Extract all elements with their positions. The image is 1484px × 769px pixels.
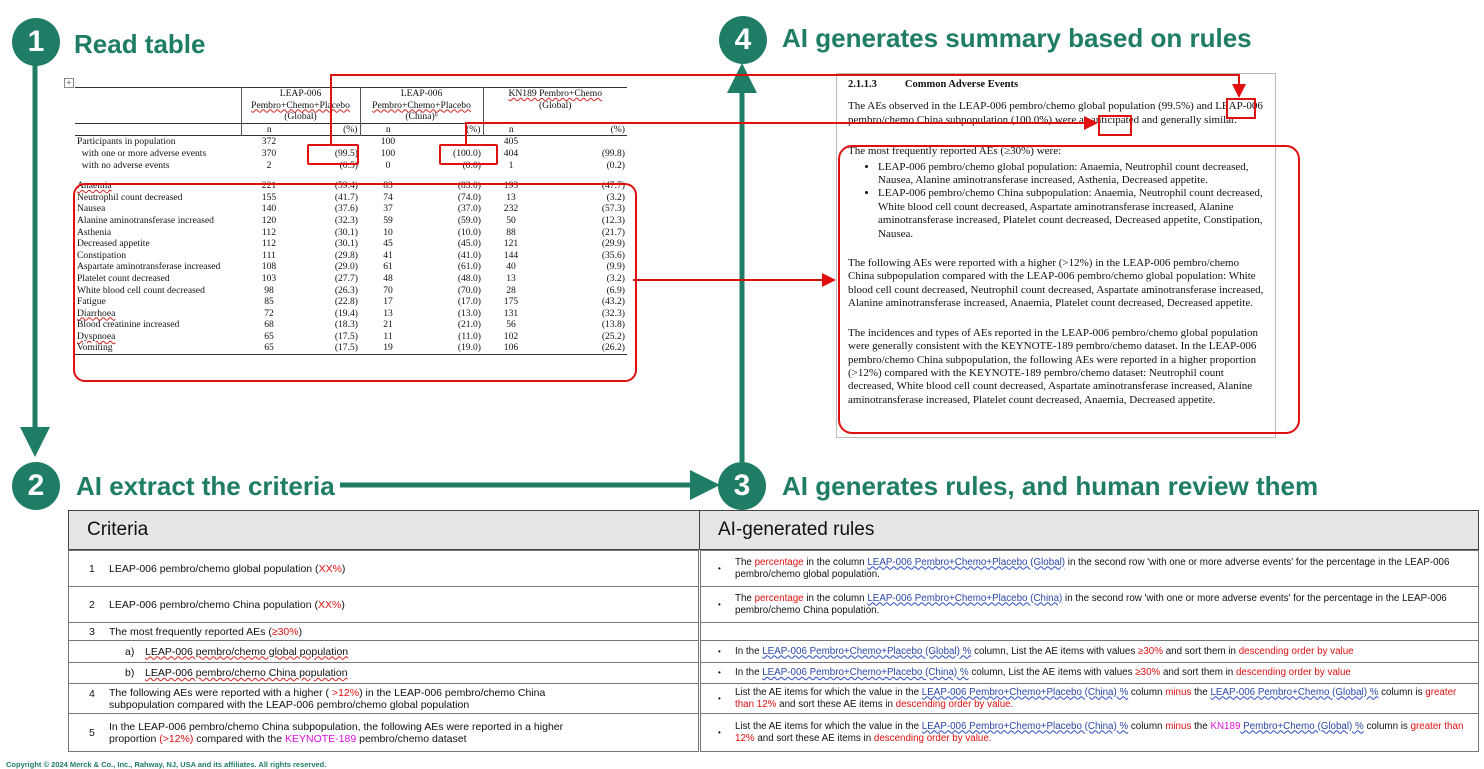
ae-cell: 37: [383, 203, 393, 215]
summary-label: with one or more adverse events: [77, 147, 207, 159]
ae-cell: 112: [261, 226, 277, 238]
ae-cell: 193: [503, 180, 519, 192]
summary-label: Participants in population: [77, 136, 176, 148]
summary-cell: (100.0): [453, 147, 481, 159]
ae-cell: (13.0): [457, 307, 481, 319]
step-4-title: AI generates summary based on rules: [782, 23, 1252, 53]
ae-cell: 74: [383, 191, 393, 203]
ae-cell: (37.0): [457, 203, 481, 215]
ae-cell: 65: [264, 342, 274, 354]
ae-label: White blood cell count decreased: [77, 284, 205, 296]
ae-cell: 56: [506, 319, 516, 331]
summary-p3: The following AEs were reported with a higher (>12%) in the LEAP-006 pembro/chemo China subpopulation compared with the LEAP-006 pembro/chemo global population: White blood cell count decreased, Neutrophil count decreased, Aspartate aminotransferase increased, Alanine aminotransferase increased, Anaemia, Platelet count decreased, Decreased appetite.: [848, 257, 1264, 310]
rule-row-2: • The percentage in the column LEAP-006 Pembro+Chemo+Placebo (China) in the second row 'with one or more adverse events' for the percentage in the LEAP-006 pembro/chemo China population.: [700, 586, 1479, 623]
step-4-badge: 4: [719, 16, 767, 64]
ae-cell: 19: [383, 342, 393, 354]
ae-cell: 13: [506, 272, 516, 284]
ae-cell: 68: [264, 319, 274, 331]
ae-label: Asthenia: [77, 226, 112, 238]
ae-cell: 88: [506, 226, 516, 238]
step-1-title: Read table: [74, 29, 206, 59]
col-group-3: KN189 Pembro+Chemo (Global): [483, 88, 627, 124]
ae-cell: (22.8): [334, 296, 358, 308]
ae-cell: 144: [503, 249, 519, 261]
summary-cell: (99.8): [601, 147, 625, 159]
ae-cell: (6.9): [606, 284, 625, 296]
summary-cell: (0.5): [339, 159, 358, 171]
ae-cell: (61.0): [457, 261, 481, 273]
ae-cell: 13: [506, 191, 516, 203]
rules-header: AI-generated rules: [699, 510, 1479, 550]
ae-label: Aspartate aminotransferase increased: [77, 261, 221, 273]
rule-row-5: • List the AE items for which the value in the LEAP-006 Pembro+Chemo+Placebo (China) % column minus the KN189 Pembro+Chemo (Global) % column is greater than 12% and sort these AE items in descending order by value.: [700, 713, 1479, 752]
col-group-3-line2: (Global): [538, 99, 572, 111]
summary-cell: 100: [380, 136, 396, 148]
criteria-row-5: 5 In the LEAP-006 pembro/chemo China subpopulation, the following AEs were reported in a higher proportion (>12%) compared with the KEYNOTE-189 pembro/chemo dataset: [68, 713, 699, 752]
table-expand-icon[interactable]: +: [64, 78, 74, 88]
ae-cell: (41.7): [334, 191, 358, 203]
ae-cell: (17.5): [334, 330, 358, 342]
criteria-row-1: 1 LEAP-006 pembro/chemo global population (XX%): [68, 550, 699, 587]
rule-row-4: • List the AE items for which the value in the LEAP-006 Pembro+Chemo+Placebo (China) % column minus the LEAP-006 Pembro+Chemo (Global) % column is greater than 12% and sort these AE items in descending order by value.: [700, 683, 1479, 714]
ae-cell: 121: [503, 238, 519, 250]
ae-label: Alanine aminotransferase increased: [77, 214, 214, 226]
summary-cell: (0.2): [606, 159, 625, 171]
col-group-1-line3: (Global): [284, 111, 317, 123]
ae-cell: (12.3): [601, 214, 625, 226]
summary-cell: 0: [385, 159, 391, 171]
ae-cell: (74.0): [457, 191, 481, 203]
step-3-badge: 3: [718, 462, 766, 510]
ae-cell: (25.2): [601, 330, 625, 342]
ae-cell: 85: [264, 296, 274, 308]
ae-cell: 83: [383, 180, 393, 192]
ae-cell: (21.7): [601, 226, 625, 238]
summary-label: with no adverse events: [77, 159, 170, 171]
ae-cell: (47.7): [601, 180, 625, 192]
ae-cell: (17.0): [457, 296, 481, 308]
ae-cell: (41.0): [457, 249, 481, 261]
ae-cell: 140: [261, 203, 277, 215]
ae-cell: (29.8): [334, 249, 358, 261]
criteria-row-3a: a) LEAP-006 pembro/chemo global population: [68, 640, 699, 663]
ae-cell: 112: [261, 238, 277, 250]
summary-p2-intro: The most frequently reported AEs (≥30%) were:: [848, 145, 1062, 158]
rule-row-3a: • In the LEAP-006 Pembro+Chemo+Placebo (Global) % column, List the AE items with values ≥30% and sort them in descending order by value: [700, 640, 1479, 663]
ae-cell: (29.9): [601, 238, 625, 250]
summary-cell: 1: [508, 159, 514, 171]
ae-cell: (30.1): [334, 238, 358, 250]
ae-cell: 13: [383, 307, 393, 319]
ae-cell: (18.3): [334, 319, 358, 331]
connector-global: [331, 75, 1239, 144]
sub-header-row: n (%) n (%) n (%): [75, 123, 627, 136]
ae-cell: 48: [383, 272, 393, 284]
summary-cell: (99.5): [334, 147, 358, 159]
ae-cell: (13.8): [601, 319, 625, 331]
criteria-header: Criteria: [68, 510, 700, 550]
ae-cell: 120: [261, 214, 277, 226]
summary-p2-item-global: • LEAP-006 pembro/chemo global population: Anaemia, Neutrophil count decreased, Nausea, Alanine aminotransferase increased, Asthenia, Decreased appetite.: [878, 161, 1264, 188]
ae-cell: 175: [503, 296, 519, 308]
ae-cell: (19.0): [457, 342, 481, 354]
criteria-row-3b: b) LEAP-006 pembro/chemo China population: [68, 662, 699, 684]
ae-cell: 61: [383, 261, 393, 273]
ae-cell: (43.2): [601, 296, 625, 308]
ae-cell: 65: [264, 330, 274, 342]
criteria-row-2: 2 LEAP-006 pembro/chemo China population (XX%): [68, 586, 699, 623]
ae-cell: (21.0): [457, 319, 481, 331]
ae-cell: (11.0): [458, 330, 481, 342]
ae-cell: 98: [264, 284, 274, 296]
ae-cell: (45.0): [457, 238, 481, 250]
ae-cell: (26.3): [334, 284, 358, 296]
ae-cell: 221: [261, 180, 277, 192]
ae-cell: (59.4): [334, 180, 358, 192]
ae-cell: (37.6): [334, 203, 358, 215]
ae-cell: 41: [383, 249, 393, 261]
ae-cell: 72: [264, 307, 274, 319]
col-group-2-line2: Pembro+Chemo+Placebo: [372, 99, 471, 111]
summary-p4: The incidences and types of AEs reported in the LEAP-006 pembro/chemo global population were generally consistent with the KEYNOTE-189 pembro/chemo dataset. In the LEAP-006 pembro/chemo China subpopulation, the following AEs were reported in a higher proportion (>12%) compared with the KEYNOTE-189 pembro/chemo dataset: Neutrophil count decreased, White blood cell count decreased, Aspartate aminotransferase increased, Alanine aminotransferase increased, Platelet count decreased, Anaemia, Decreased appetite.: [848, 326, 1258, 406]
criteria-row-3: 3 The most frequently reported AEs (≥30%): [68, 622, 699, 641]
step-2-title: AI extract the criteria: [76, 471, 335, 501]
ae-cell: 10: [383, 226, 393, 238]
summary-cell: 2: [266, 159, 272, 171]
ae-cell: 11: [383, 330, 393, 342]
ae-cell: 70: [383, 284, 393, 296]
ae-cell: (32.3): [601, 307, 625, 319]
ae-cell: (9.9): [606, 261, 625, 273]
ae-cell: 59: [383, 214, 393, 226]
ae-cell: 102: [503, 330, 519, 342]
ae-cell: (83.0): [457, 180, 481, 192]
ae-cell: (19.4): [334, 307, 358, 319]
ae-cell: (27.7): [334, 272, 358, 284]
ae-cell: (10.0): [457, 226, 481, 238]
step-1-badge: 1: [12, 18, 60, 66]
summary-cell: 100: [380, 147, 396, 159]
ae-cell: 106: [503, 342, 519, 354]
ae-cell: (29.0): [334, 261, 358, 273]
ae-label: Decreased appetite: [77, 238, 150, 250]
ae-label: Anaemia: [77, 180, 112, 192]
summary-cell: 372: [261, 136, 277, 148]
ae-cell: 40: [506, 261, 516, 273]
ae-cell: (57.3): [601, 203, 625, 215]
ae-label: Nausea: [77, 203, 106, 215]
step-3-title: AI generates rules, and human review them: [782, 471, 1319, 501]
ae-cell: 21: [383, 319, 393, 331]
col-group-2-line3: (China)ᵇ: [405, 111, 438, 123]
ae-cell: 103: [261, 272, 277, 284]
ae-cell: 155: [261, 191, 277, 203]
summary-heading: 2.1.1.3 Common Adverse Events: [848, 79, 1019, 90]
ae-cell: 232: [503, 203, 519, 215]
ae-cell: 45: [383, 238, 393, 250]
copyright-footer: Copyright © 2024 Merck & Co., Inc., Rahway, NJ, USA and its affiliates. All rights reserved.: [6, 760, 327, 769]
ae-cell: (32.3): [334, 214, 358, 226]
ae-label: Neutrophil count decreased: [77, 191, 183, 203]
summary-cell: 405: [503, 136, 519, 148]
ae-cell: (17.5): [334, 342, 358, 354]
ae-label: Vomiting: [77, 342, 113, 354]
ae-cell: (26.2): [601, 342, 625, 354]
ae-label: Fatigue: [77, 296, 106, 308]
ae-cell: (35.6): [601, 249, 625, 261]
connector-china: [466, 123, 1094, 144]
col-group-1: LEAP-006 Pembro+Chemo+Placebo (Global): [241, 88, 360, 124]
ae-cell: 50: [506, 214, 516, 226]
ae-cell: (30.1): [334, 226, 358, 238]
rule-row-3: [700, 622, 1479, 641]
criteria-row-4: 4 The following AEs were reported with a higher ( >12%) in the LEAP-006 pembro/chemo China subpopulation compared with the LEAP-006 pembro/chemo global population: [68, 683, 699, 714]
ae-cell: 111: [262, 249, 276, 261]
ae-cell: (48.0): [457, 272, 481, 284]
ae-label: Dyspnoea: [77, 330, 116, 342]
ae-cell: (70.0): [457, 284, 481, 296]
summary-p1: The AEs observed in the LEAP-006 pembro/chemo global population (99.5%) and LEAP-006 pembro/chemo China subpopulation (100.0%) were as anticipated and generally similar.: [848, 100, 1263, 126]
ae-label: Diarrhoea: [77, 307, 116, 319]
summary-cell: (0.0): [462, 159, 481, 171]
ae-cell: 131: [503, 307, 519, 319]
col-group-2: LEAP-006 Pembro+Chemo+Placebo (China)ᵇ: [360, 88, 483, 124]
rule-row-3b: • In the LEAP-006 Pembro+Chemo+Placebo (China) % column, List the AE items with values ≥30% and sort them in descending order by value: [700, 662, 1479, 684]
summary-cell: 404: [503, 147, 519, 159]
ae-cell: 28: [506, 284, 516, 296]
ae-cell: (3.2): [606, 191, 625, 203]
step-2-badge: 2: [12, 462, 60, 510]
summary-p2-item-china: • LEAP-006 pembro/chemo China subpopulation: Anaemia, Neutrophil count decreased, White blood cell count decreased, Aspartate aminotransferase increased, Alanine aminotransferase increased, Platelet count decreased, Decreased appetite, Constipation, Nausea.: [878, 187, 1264, 241]
ae-label: Platelet count decreased: [77, 272, 170, 284]
ae-cell: (3.2): [606, 272, 625, 284]
ae-label: Constipation: [77, 249, 127, 261]
rule-row-1: • The percentage in the column LEAP-006 Pembro+Chemo+Placebo (Global) in the second row 'with one or more adverse events' for the percentage in the LEAP-006 pembro/chemo global population.: [700, 550, 1479, 587]
summary-cell: 370: [261, 147, 277, 159]
ae-cell: (59.0): [457, 214, 481, 226]
ae-cell: 17: [383, 296, 393, 308]
ae-cell: 108: [261, 261, 277, 273]
ae-label: Blood creatinine increased: [77, 319, 180, 331]
col-group-1-line2: Pembro+Chemo+Placebo: [251, 99, 350, 111]
